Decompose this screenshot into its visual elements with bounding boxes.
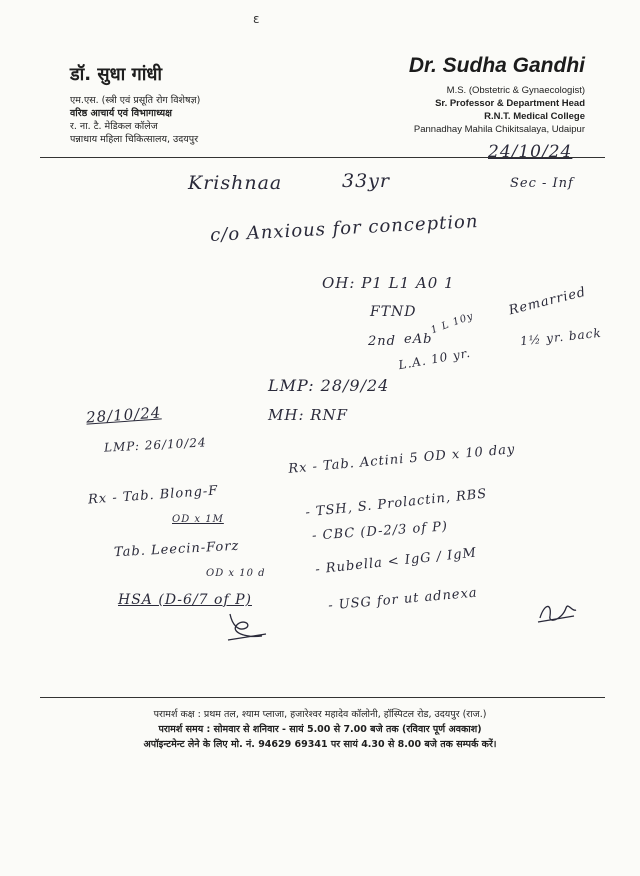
- footer-clinic-address: परामर्श कक्ष : प्रथम तल, श्याम प्लाजा, हजारेश्वर महादेव कॉलोनी, हॉस्पिटल रोड, उदयपुर (राज.): [153, 709, 487, 720]
- date-top: 24/10/24: [488, 142, 573, 162]
- oh-la: L.A. 10 yr.: [397, 345, 472, 373]
- hospital-name: Pannadhay Mahila Chikitsalaya, Udaipur: [413, 124, 585, 135]
- lmp: LMP: 28/9/24: [268, 376, 390, 395]
- oh-remarried: Remarried: [507, 284, 588, 319]
- header-hindi: [70, 62, 300, 146]
- doctor-name: Dr. Sudha Gandhi: [408, 54, 585, 77]
- rx-left-line-3: Tab. Leecin-Forz: [113, 538, 240, 561]
- title-hindi: वरिष्ठ आचार्य एवं विभागाध्यक्ष: [70, 108, 172, 119]
- footer-divider: [40, 697, 605, 698]
- patient-name: Krishnaa: [188, 172, 283, 194]
- note-right: Sec - Inf: [510, 176, 574, 191]
- chief-complaint: c/o Anxious for conception: [209, 210, 479, 247]
- lmp-left: LMP: 26/10/24: [103, 435, 207, 455]
- oh-second: 2nd: [368, 334, 396, 349]
- obstetric-history: OH: P1 L1 A0 1: [322, 274, 455, 292]
- menstrual-history: MH: RNF: [268, 406, 349, 424]
- top-mark: ɛ: [253, 12, 260, 26]
- rx-right-line-1: Rx - Tab. Actini 5 OD x 10 day: [287, 442, 516, 477]
- rx-left-line-4: OD x 10 d: [206, 568, 266, 579]
- patient-age: 33yr: [342, 170, 390, 192]
- rx-right-line-5: - USG for ut adnexa: [327, 585, 479, 614]
- oh-years-back: 1½ yr. back: [519, 325, 603, 349]
- professional-title: Sr. Professor & Department Head: [435, 98, 585, 109]
- rx-left-line-1: Rx - Tab. Blong-F: [87, 483, 219, 508]
- college-hindi: र. ना. टै. मेडिकल कॉलेज: [70, 121, 158, 132]
- qualification-hindi: एम.एस. (स्त्री एवं प्रसूति रोग विशेषज्ञ): [70, 95, 201, 106]
- signature-left: [222, 610, 272, 644]
- rx-right-line-2: - TSH, S. Prolactin, RBS: [304, 486, 488, 521]
- qualification: M.S. (Obstetric & Gynaecologist): [446, 85, 585, 96]
- rx-left-line-2: OD x 1M: [172, 514, 224, 525]
- oh-eab: eAb: [404, 332, 433, 347]
- oh-living: 1 L 10y: [429, 310, 476, 337]
- header-english: [325, 54, 585, 136]
- footer-appointment: अपॉइन्टमेन्ट लेने के लिए मो. नं. 94629 69341 पर सायं 4.30 से 8.00 बजे तक सम्पर्क करें।: [143, 739, 497, 750]
- rx-left-line-5: HSA (D-6/7 of P): [118, 592, 252, 608]
- college-name: R.N.T. Medical College: [484, 111, 585, 122]
- footer: [60, 707, 580, 752]
- rx-right-line-4: - Rubella < IgG / IgM: [314, 545, 478, 578]
- oh-ftnd: FTND: [370, 304, 417, 320]
- signature-right: [534, 596, 580, 626]
- date-left: 28/10/24: [85, 403, 162, 427]
- rx-right-line-3: - CBC (D-2/3 of P): [311, 519, 449, 544]
- footer-timings: परामर्श समय : सोमवार से शनिवार - सायं 5.00 से 7.00 बजे तक (रविवार पूर्ण अवकाश): [158, 724, 482, 735]
- doctor-name-hindi: डॉ. सुधा गांधी: [70, 64, 163, 85]
- hospital-hindi: पन्नाधाय महिला चिकित्सालय, उदयपुर: [70, 134, 199, 145]
